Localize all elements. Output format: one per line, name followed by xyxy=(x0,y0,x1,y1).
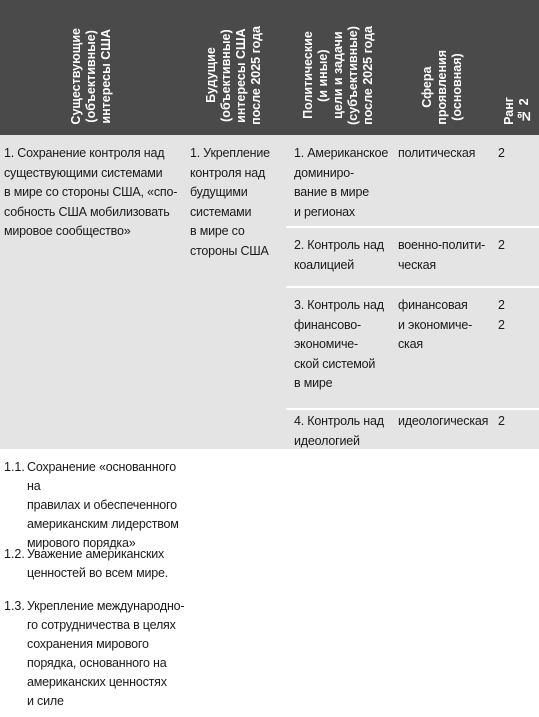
header-existing-interests: Существующие (объективные) интересы США xyxy=(68,28,113,125)
goal-text: 3. Контроль над финансово- экономиче- ской системой в мире xyxy=(294,298,384,390)
header-future-interests: Будущие (объективные) интересы США после 2025 года xyxy=(204,26,263,125)
goal-text: 4. Контроль над идеологией xyxy=(294,414,384,448)
rank-value: 2 xyxy=(498,238,505,252)
rank-value: 2 2 xyxy=(498,298,505,332)
rank-value: 2 xyxy=(498,414,505,428)
sub-interest-number: 1.1. xyxy=(4,460,25,474)
rank-value: 2 xyxy=(498,146,505,160)
header-political-goals: Политические (и иные) цели и задачи (субъективные) после 2025 года xyxy=(300,26,375,125)
goal-text: 1. Американское доминиро- вание в мире и регионах xyxy=(294,146,389,219)
sub-interest-number: 1.2. xyxy=(4,547,25,561)
sphere-text: финансовая и экономиче- ская xyxy=(398,298,473,351)
sub-interest-item xyxy=(4,545,189,585)
sub-interest-text: Уважение американских ценностей во всем мире. xyxy=(27,547,169,580)
header-sphere: Сфера проявления (основная) xyxy=(420,50,464,125)
sub-interest-item xyxy=(4,597,189,713)
goal-text: 2. Контроль над коалицией xyxy=(294,238,384,272)
sphere-text: военно-полити- ческая xyxy=(398,238,486,272)
sphere-text: политическая xyxy=(398,146,476,160)
future-interest-text: 1. Укрепление контроля над будущими системами в мире со стороны США xyxy=(190,146,270,258)
header-rank: Ранг № 2 xyxy=(502,97,531,125)
sub-interest-item xyxy=(4,458,189,550)
sphere-text: идеологическая xyxy=(398,414,489,428)
existing-interest-text: 1. Сохранение контроля над существующими системами в мире со стороны США, «спо- собность США мобилизовать мировое сообщество» xyxy=(4,146,178,238)
sub-interest-text: Сохранение «основанного на правилах и обеспеченного американским лидерством мирового порядка» xyxy=(27,460,179,550)
sub-interest-text: Укрепление международно- го сотрудничества в целях сохранения мирового порядка, основанного на американских ценностях и силе xyxy=(27,599,185,708)
sub-interest-number: 1.3. xyxy=(4,599,25,613)
